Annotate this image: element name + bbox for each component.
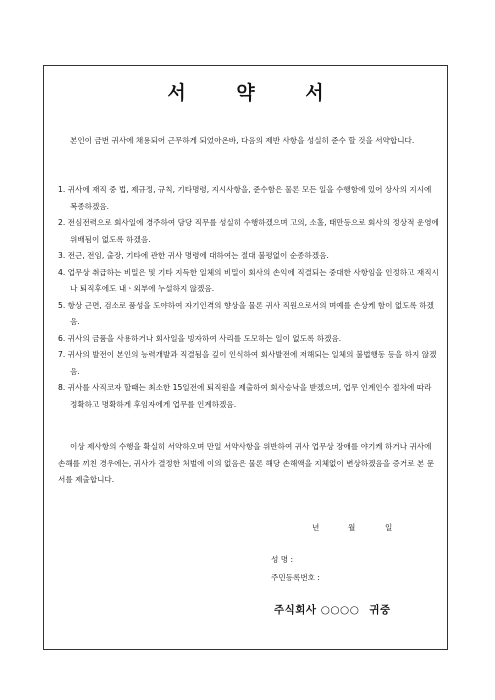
article-item: 4. 업무상 취급하는 비밀은 및 기타 지득한 일체의 비밀이 회사의 손익에 직결되는 중대한 사항임을 인정하고 재직시나 퇴직후에도 내ㆍ외부에 누설하지 않겠음.: [58, 267, 439, 293]
article-item: 3. 전근, 전임, 출장, 기타에 관한 귀사 명령에 대하여는 절대 불평없이 순종하겠음.: [58, 251, 329, 260]
name-label: 성 명 :: [271, 555, 294, 564]
article-item: 2. 전심전력으로 회사일에 경주하여 담당 직무를 성실히 수행하겠으며 고의, 소홀, 태만등으로 회사의 정상적 운영에 위배됨이 없도록 하겠음.: [58, 218, 439, 244]
article-item: 5. 항상 근면, 검소로 품성을 도야하여 자기인격의 향상을 물론 귀사 직원으로서의 며예를 손상케 함이 없도록 하겠음.: [58, 300, 434, 326]
honorific: 귀중: [369, 604, 391, 616]
article-item: 7. 귀사의 발전이 본인의 능력개발과 직결됨을 깊이 인식하여 회사발전에 저해되는 일체의 불법행동 등을 하지 않겠음.: [58, 350, 437, 376]
date-year-label: 년: [312, 523, 320, 532]
addressee: [274, 602, 391, 617]
intro-paragraph: 본인이 금번 귀사에 채용되어 근무하게 되었아온바, 다음의 제반 사항을 성실히 준수 할 것을 서약합니다.: [70, 136, 415, 145]
company-name: 주식회사 ○○○○: [274, 604, 360, 616]
article-item: 6. 귀사의 금품을 사용하거나 회사일을 빙자하여 사리를 도모하는 일이 없도록 하겠음.: [58, 333, 342, 343]
article-item: 1. 귀사에 재직 중 법, 제규정, 규칙, 기타명령, 지시사항을, 준수함은 물론 모든 일을 수행함에 있어 상사의 지시에 복종하겠음.: [58, 185, 432, 211]
article-item: 8. 귀사를 사직코자 할때는 최소한 15일전에 퇴직원을 제출하여 회사승낙을 받겠으며, 업무 인계인수 절차에 따라 정확하고 명확하게 후임자에게 업무를 인계하겠음.: [58, 383, 432, 409]
article-list: [58, 182, 440, 413]
date-month-label: 월: [348, 523, 356, 532]
document-title: 서 약 서: [167, 82, 346, 104]
closing-paragraph: 이상 제사항의 수행을 확실히 서약하오며 만일 서약사항을 위반하여 귀사 업무상 장애를 야기케 하거나 귀사에 손해를 끼친 경우에는, 귀사가 결정한 처벌에 이의 없음은 물론 해당 손해액을 지체없이 변상하겠음을 증거로 본 문서를 제출합니다.: [58, 442, 435, 484]
date-day-label: 일: [385, 523, 393, 532]
pledge-document: [43, 65, 448, 650]
resident-number-label: 주민등록번호 :: [271, 573, 320, 582]
